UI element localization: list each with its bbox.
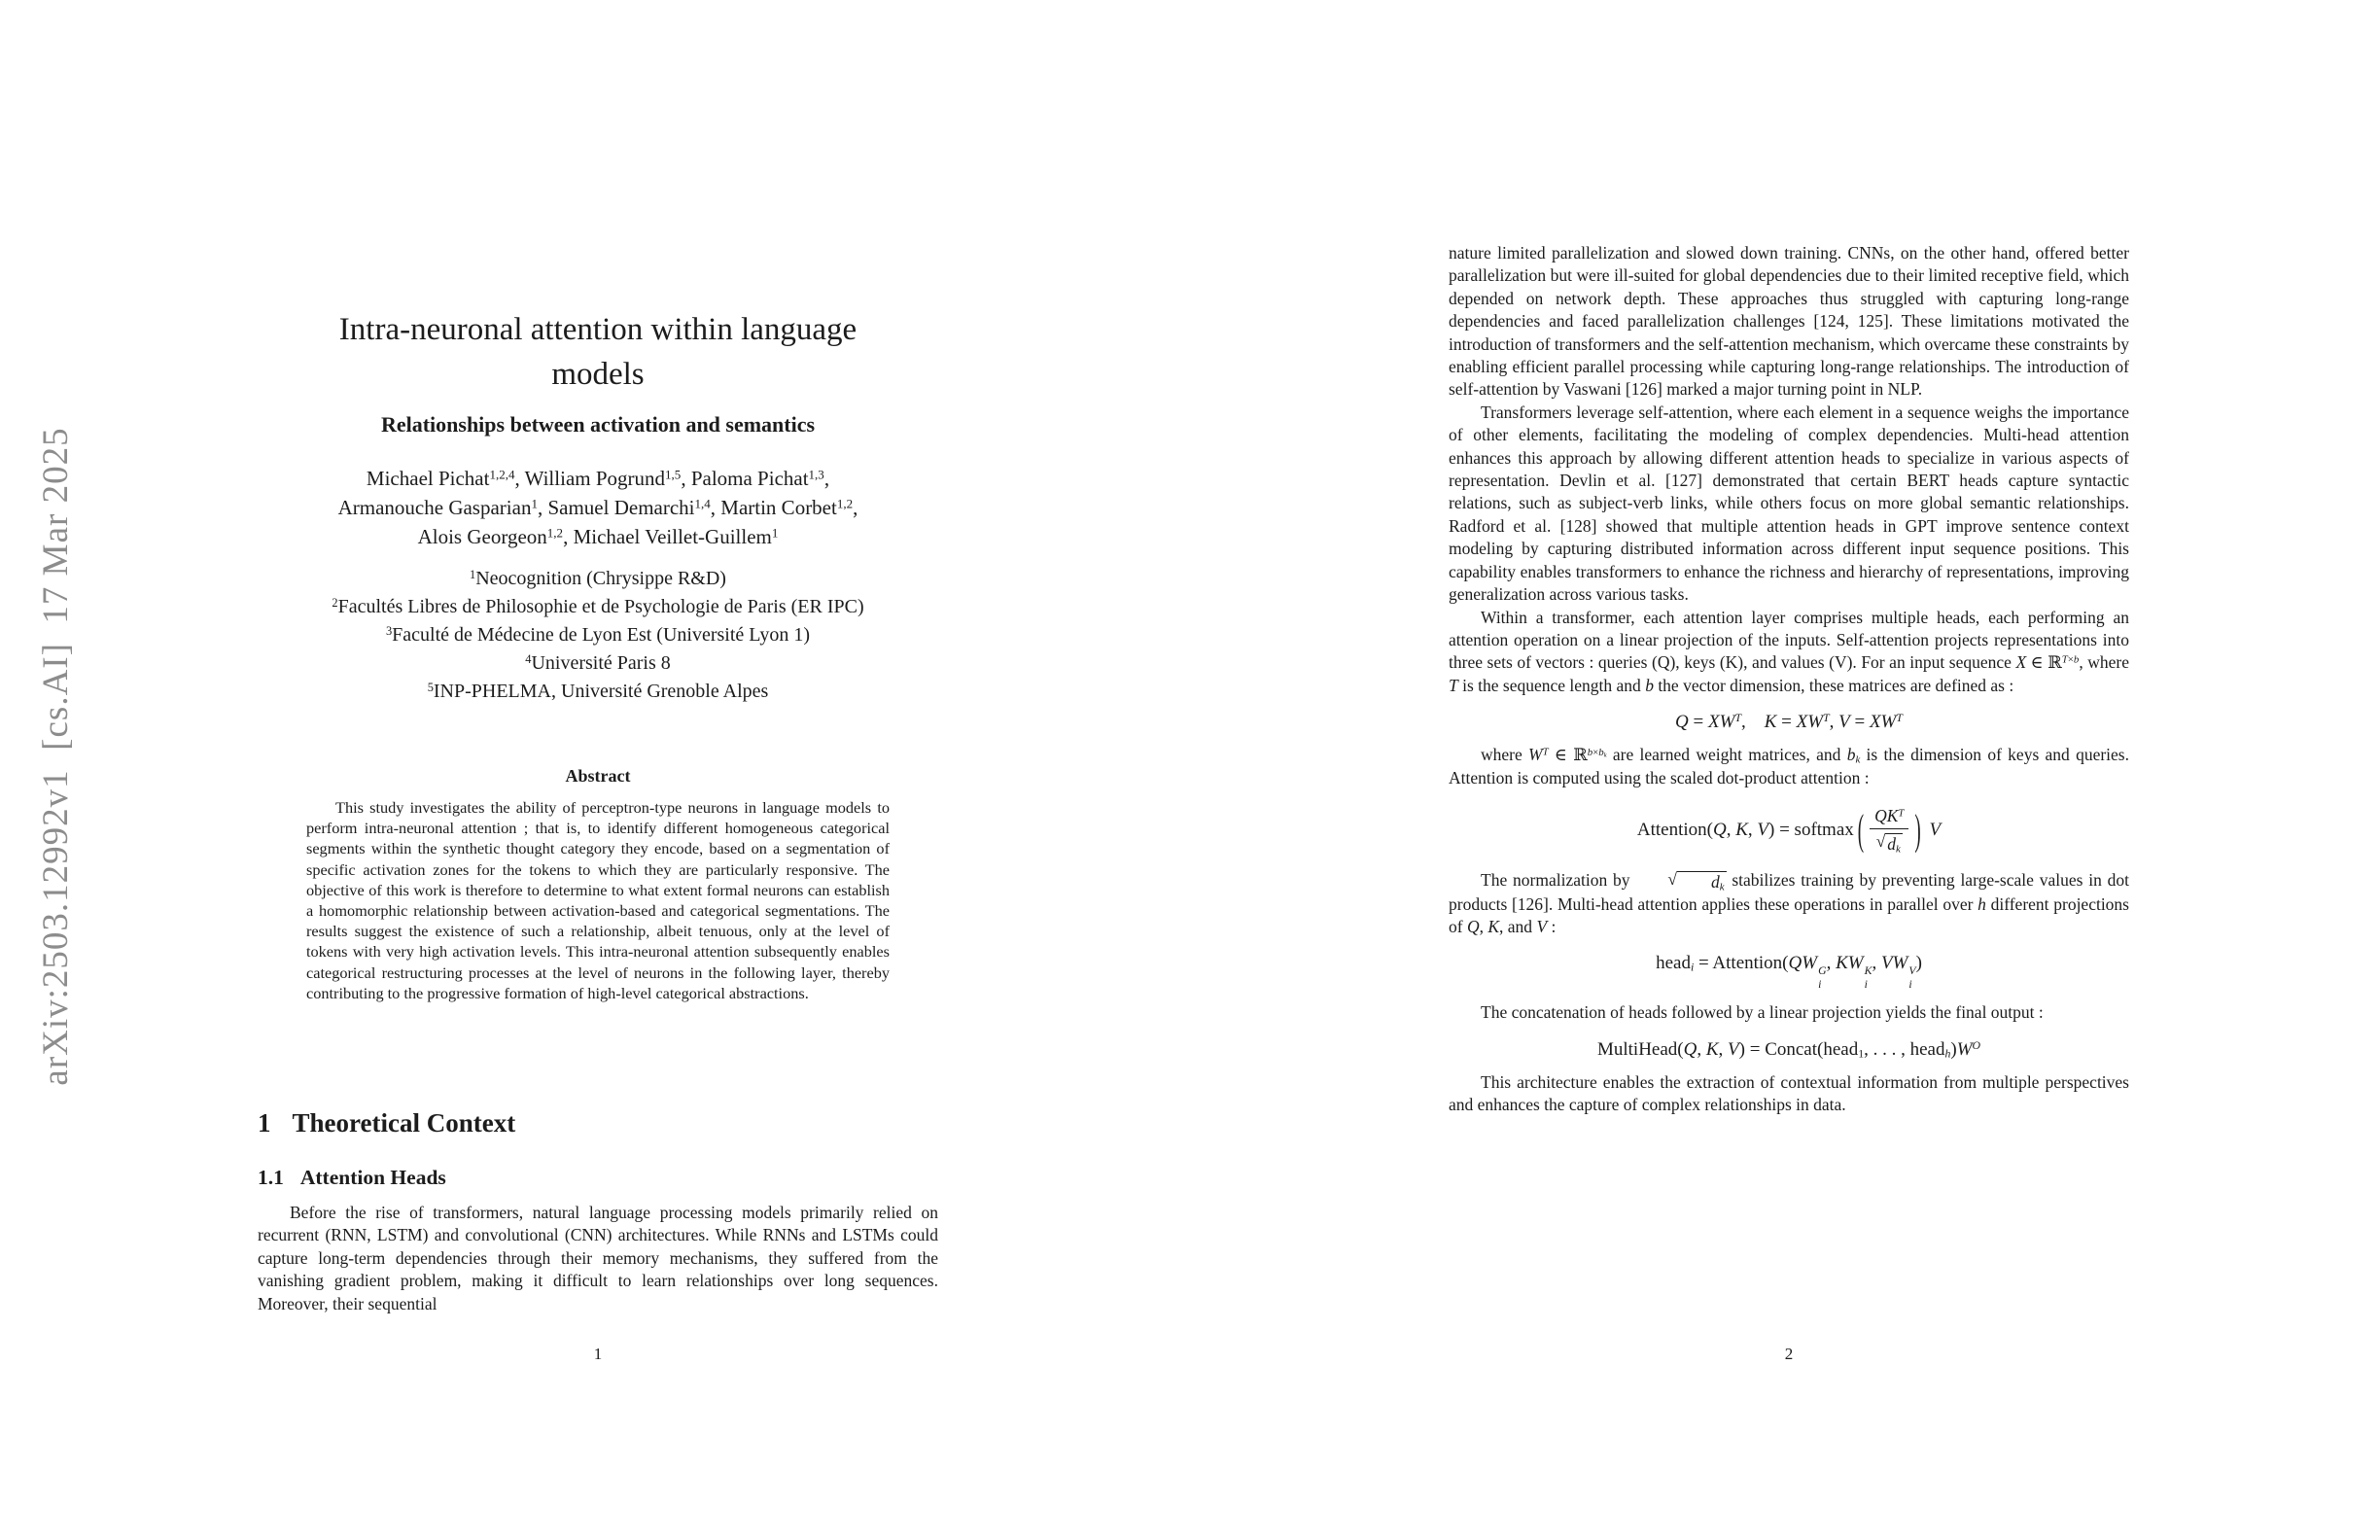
display-equation: Attention(Q, K, V) = softmax ( $QK^T$ √ $d_k$ ) V <box>1636 805 1942 856</box>
page-2 <box>1449 0 2129 1540</box>
paper-title <box>258 307 938 397</box>
section-heading <box>258 1108 515 1138</box>
radical-sign: √ <box>1875 830 1886 851</box>
page-2-content <box>1449 242 2129 1117</box>
affiliation-line: $^4$Université Paris 8 <box>525 651 671 674</box>
subsection-title: Attention Heads <box>299 1166 446 1189</box>
subscript: i <box>1864 977 1868 991</box>
affiliation-list <box>258 565 938 706</box>
radicand: $d_k$ <box>1677 871 1727 893</box>
subsection-number: 1.1 <box>258 1166 284 1189</box>
radical-sign: √ <box>1667 868 1677 889</box>
affiliation-line: $^3$Faculté de Médecine de Lyon Est (Université Lyon 1) <box>385 623 811 646</box>
arxiv-watermark: arXiv:2503.12992v1 [cs.AI] 17 Mar 2025 <box>36 427 76 1086</box>
fraction-numerator: $QK^T$ <box>1870 806 1908 829</box>
author-list <box>258 464 938 551</box>
abstract-heading: Abstract <box>565 766 631 786</box>
author-line: Alois Georgeon$^{1,2}$, Michael Veillet-Guillem$^1$ <box>417 525 779 548</box>
author-line: Armanouche Gasparian$^1$, Samuel Demarchi$^{1,4}$, Martin Corbet$^{1,2}$, <box>337 496 858 519</box>
paragraph: Within a transformer, each attention layer comprises multiple heads, each performing an attention operation on a linear projection of the inputs. Self-attention projects representations into three sets of vectors : queries (Q), keys (K), and values (V). For an input sequence X ∈ ℝ$^{T\times b}$, where T is the sequence length and b the vector dimension, these matrices are defined as : <box>1449 607 2129 695</box>
fraction-denominator <box>1876 829 1903 856</box>
author-line: Michael Pichat$^{1,2,4}$, William Pogrund$^{1,5}$, Paloma Pichat$^{1,3}$, <box>366 467 830 490</box>
subscript: i <box>1818 977 1822 991</box>
display-equation: MultiHead(Q, K, V) = Concat(head$_1$, . . . , $head_h)W^O$ <box>1596 1038 1981 1061</box>
superscript: K <box>1864 964 1872 978</box>
page-1 <box>258 0 938 1540</box>
paper-title-line-1: Intra-neuronal attention within language <box>338 312 858 347</box>
affiliation-line: $^2$Facultés Libres de Philosophie et de Psychologie de Paris (ER IPC) <box>332 595 864 617</box>
superscript: V <box>1908 964 1916 978</box>
affiliation-line: $^1$Neocognition (Chrysippe R&D) <box>470 567 726 589</box>
paper-title-line-2: models <box>551 357 645 392</box>
paragraph: Transformers leverage self-attention, where each element in a sequence weighs the importance of other elements, facilitating the modeling of complex dependencies. Multi-head attention enhances this approach by allowing different attention heads to specialize in various aspects of representation. Devlin et al. [127] demonstrated that certain BERT heads capture syntactic relations, such as subject-verb links, while others focus on more global semantic relationships. Radford et al. [128] showed that multiple attention heads in GPT improve sentence context modeling by capturing distributed information across different input sequence positions. This capability enables transformers to enhance the richness and hierarchy of representations, improving generalization across various tasks. <box>1449 402 2129 605</box>
paragraph: where $W^T$ ∈ ℝ$^{b\times b_k}$ are learned weight matrices, and $b_k$ is the dimension of keys and queries. Attention is computed using the scaled dot-product attention : <box>1449 745 2129 788</box>
radicand: $d_k$ <box>1887 833 1901 856</box>
superscript: G <box>1818 964 1827 978</box>
paper-subtitle: Relationships between activation and semantics <box>380 412 816 437</box>
paragraph: This architecture enables the extraction of contextual information from multiple perspectives and enhances the capture of complex relationships in data. <box>1449 1071 2129 1115</box>
subsection-heading <box>258 1166 446 1190</box>
display-equation: head$_i$ = Attention(QW G i , KW K i , VW V i ) <box>1656 953 1922 991</box>
subscript: i <box>1908 977 1912 991</box>
page-number-2: 2 <box>1784 1345 1794 1363</box>
paragraph: The concatenation of heads followed by a linear projection yields the final output : <box>1481 1002 2044 1023</box>
section-number: 1 <box>258 1108 271 1138</box>
page-number-1: 1 <box>593 1345 603 1363</box>
affiliation-line: $^5$INP-PHELMA, Université Grenoble Alpes <box>427 680 769 702</box>
abstract-text: This study investigates the ability of perceptron-type neurons in language models to perform intra-neuronal attention ; that is, to identify different homogeneous categorical segments within the synthetic thought category they encode, based on a segmentation of specific activation zones for the tokens to which they are particularly responsive. The objective of this work is therefore to determine to what extent formal neurons can establish a homomorphic relationship between activation-based and categorical segmentations. The results suggest the existence of such a relationship, albeit tenuous, only at the level of tokens with very high activation levels. This intra-neuronal attention subsequently enables categorical restructuring processes at the level of neurons in the following layer, thereby contributing to the progressive formation of high-level categorical abstractions. <box>306 798 890 1002</box>
section-title: Theoretical Context <box>292 1108 516 1138</box>
paragraph: The normalization by √ $d_k$ stabilizes training by preventing large-scale values in dot products [126]. Multi-head attention applies these operations in parallel over h different projections of Q, K, and V : <box>1449 868 2129 937</box>
paragraph: nature limited parallelization and slowed down training. CNNs, on the other hand, offered better parallelization but were ill-suited for global dependencies due to their limited receptive field, which depended on network depth. These approaches thus struggled with capturing long-range dependencies and faced parallelization challenges [124, 125]. These limitations motivated the introduction of transformers and the self-attention mechanism, which overcame these constraints by enabling efficient parallel processing while capturing long-range relationships. The introduction of self-attention by Vaswani [126] marked a major turning point in NLP. <box>1449 243 2129 400</box>
display-equation: $Q = XW^T$, $K = XW^T$, $V = XW^T$ <box>1675 712 1903 733</box>
paragraph: Before the rise of transformers, natural language processing models primarily relied on recurrent (RNN, LSTM) and convolutional (CNN) architectures. While RNNs and LSTMs could capture long-term dependencies through their memory mechanisms, they suffered from the vanishing gradient problem, making it difficult to learn relationships over long sequences. Moreover, their sequential <box>258 1203 938 1313</box>
